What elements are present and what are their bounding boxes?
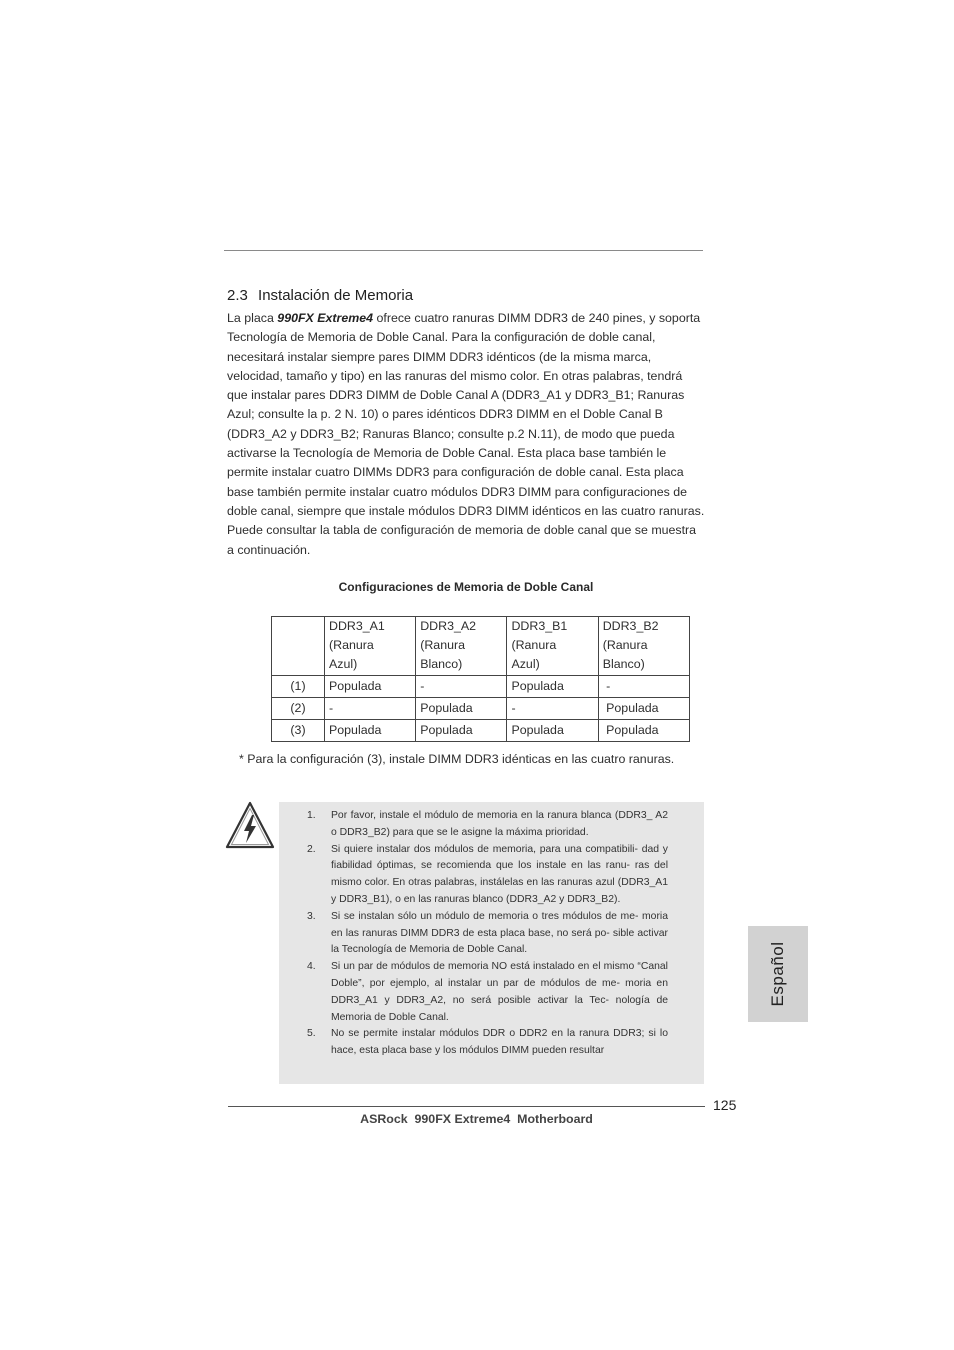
table-corner-cell [272, 617, 325, 676]
table-cell: Populada [325, 676, 416, 698]
header-cell: DDR3_A1 (Ranura Azul) [325, 617, 416, 676]
table-header-row [272, 617, 690, 676]
table-row [272, 698, 690, 720]
row-label: (3) [272, 720, 325, 742]
footer-rule [228, 1106, 705, 1107]
top-rule [224, 250, 703, 251]
header-cell: DDR3_B2 (Ranura Blanco) [598, 617, 689, 676]
footnote: * Para la configuración (3), instale DIMM DDR3 idénticas en las cuatro ranuras. [239, 752, 675, 766]
table-cell: Populada [416, 720, 507, 742]
list-item: 1. Por favor, instale el módulo de memoria en la ranura blanca (DDR3_ A2 o DDR3_B2) para que se le asigne la máxima prioridad. [307, 810, 668, 838]
list-item: 4. Si un par de módulos de memoria NO está instalado en el mismo “Canal Doble”, por ejemplo, al instalar un par de módulos de me- moria en DDR3_A1 y DDR3_A2, no será posible activar la Tec- nología de Memoria de Doble Canal. [307, 961, 668, 1023]
table-cell: Populada [598, 720, 689, 742]
list-item: 3. Si se instalan sólo un módulo de memoria o tres módulos de me- moria en las ranuras DIMM DDR3 de esta placa base, no será po- sible activar la Tecnología de Memoria de Doble Canal. [307, 910, 668, 956]
section-title: Instalación de Memoria [258, 287, 414, 304]
table-row [272, 676, 690, 698]
notes-box [279, 802, 704, 1084]
table-cell: Populada [416, 698, 507, 720]
row-label: (1) [272, 676, 325, 698]
table-cell: - [325, 698, 416, 720]
table-caption: Configuraciones de Memoria de Doble Canal [338, 580, 594, 594]
intro-paragraph [227, 309, 705, 560]
language-tab [748, 926, 808, 1022]
header-cell: DDR3_B1 (Ranura Azul) [507, 617, 598, 676]
memory-config-table [271, 616, 690, 742]
table-row [272, 720, 690, 742]
footer-text: ASRock 990FX Extreme4 Motherboard [360, 1112, 593, 1126]
section-heading [227, 287, 413, 304]
row-label: (2) [272, 698, 325, 720]
list-item: 2. Si quiere instalar dos módulos de memoria, para una compatibili- dad y fiabilidad óptimas, se recomienda que los instale en las ranu- ras del mismo color. En otras palabras, instálelas en las ranuras azul (DDR3_A1 y DDR3_B1), o en las ranuras blanco (DDR3_A2 y DDR3_B2). [307, 843, 668, 905]
table-cell: Populada [325, 720, 416, 742]
table-cell: Populada [507, 676, 598, 698]
section-number: 2.3 [227, 287, 248, 304]
table-cell: - [598, 676, 689, 698]
table-cell: - [507, 698, 598, 720]
table-cell: - [416, 676, 507, 698]
table-cell: Populada [507, 720, 598, 742]
product-name: 990FX Extreme4 [277, 311, 374, 325]
notes-list [307, 808, 668, 1060]
header-cell: DDR3_A2 (Ranura Blanco) [416, 617, 507, 676]
intro-prefix: La placa [227, 311, 278, 325]
page-number: 125 [713, 1097, 737, 1113]
list-item: 5. No se permite instalar módulos DDR o DDR2 en la ranura DDR3; si lo hace, esta placa base y los módulos DIMM pueden resultar [307, 1028, 668, 1057]
language-tab-label: Español [768, 941, 787, 1007]
warning-lightning-icon [225, 800, 275, 850]
intro-body: ofrece cuatro ranuras DIMM DDR3 de 240 pines, y soporta Tecnología de Memoria de Doble Canal. Para la configuración de doble canal, necesitará instalar siempre pares DIMM DDR3 idénticos (de la misma marca, velocidad, tamaño y tipo) en las ranuras del mismo color. En otras palabras, tendrá que instalar pares DDR3 DIMM de Doble Canal A (DDR3_A1 y DDR3_B1; Ranuras Azul; consulte la p. 2 N. 10) o pares idénticos DDR3 DIMM en el Doble Canal B (DDR3_A2 y DDR3_B2; Ranuras Blanco; consulte p.2 N.11), de modo que pueda activarse la Tecnología de Memoria de Doble Canal. Esta placa base también le permite instalar cuatro DIMMs DDR3 para configuración de doble canal. Esta placa base también permite instalar cuatro módulos DDR3 DIMM para configuraciones de doble canal, siempre que instale módulos DDR3 DIMM idénticos en las cuatro ranuras. Puede consultar la tabla de configuración de memoria de doble canal que se muestra a continuación. [227, 311, 705, 557]
table-cell: Populada [598, 698, 689, 720]
